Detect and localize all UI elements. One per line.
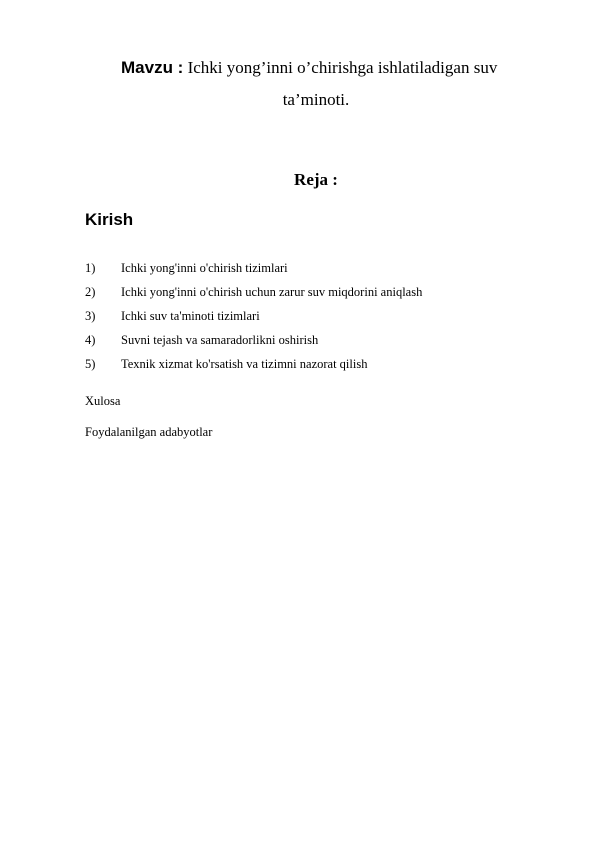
plan-item-text: Texnik xizmat ko'rsatish va tizimni nazorat qilish <box>121 356 368 371</box>
plan-item <box>85 352 422 376</box>
plan-item <box>85 304 422 328</box>
plan-item-number: 2) <box>85 284 96 299</box>
plan-item <box>85 328 422 352</box>
title-label: Mavzu : <box>121 58 184 77</box>
plan-heading: Reja : <box>294 170 338 189</box>
plan-item-text: Ichki yong'inni o'chirish tizimlari <box>121 260 288 275</box>
references-heading: Foydalanilgan adabyotlar <box>85 425 213 439</box>
plan-item-text: Suvni tejash va samaradorlikni oshirish <box>121 332 319 347</box>
conclusion-heading: Xulosa <box>85 394 121 408</box>
plan-item-number: 4) <box>85 332 96 347</box>
intro-heading: Kirish <box>85 210 134 229</box>
plan-item <box>85 280 422 304</box>
document-title <box>121 58 497 78</box>
plan-item-text: Ichki suv ta'minoti tizimlari <box>121 308 260 323</box>
plan-item <box>85 256 422 280</box>
plan-item-number: 3) <box>85 308 96 323</box>
plan-item-text: Ichki yong'inni o'chirish uchun zarur suv miqdorini aniqlash <box>121 284 423 299</box>
title-text-line1: Ichki yong’inni o’chirishga ishlatiladigan suv <box>187 58 498 77</box>
plan-item-number: 1) <box>85 260 96 275</box>
title-text-line2: ta’minoti. <box>282 90 350 109</box>
plan-item-number: 5) <box>85 356 96 371</box>
plan-list <box>85 256 422 376</box>
